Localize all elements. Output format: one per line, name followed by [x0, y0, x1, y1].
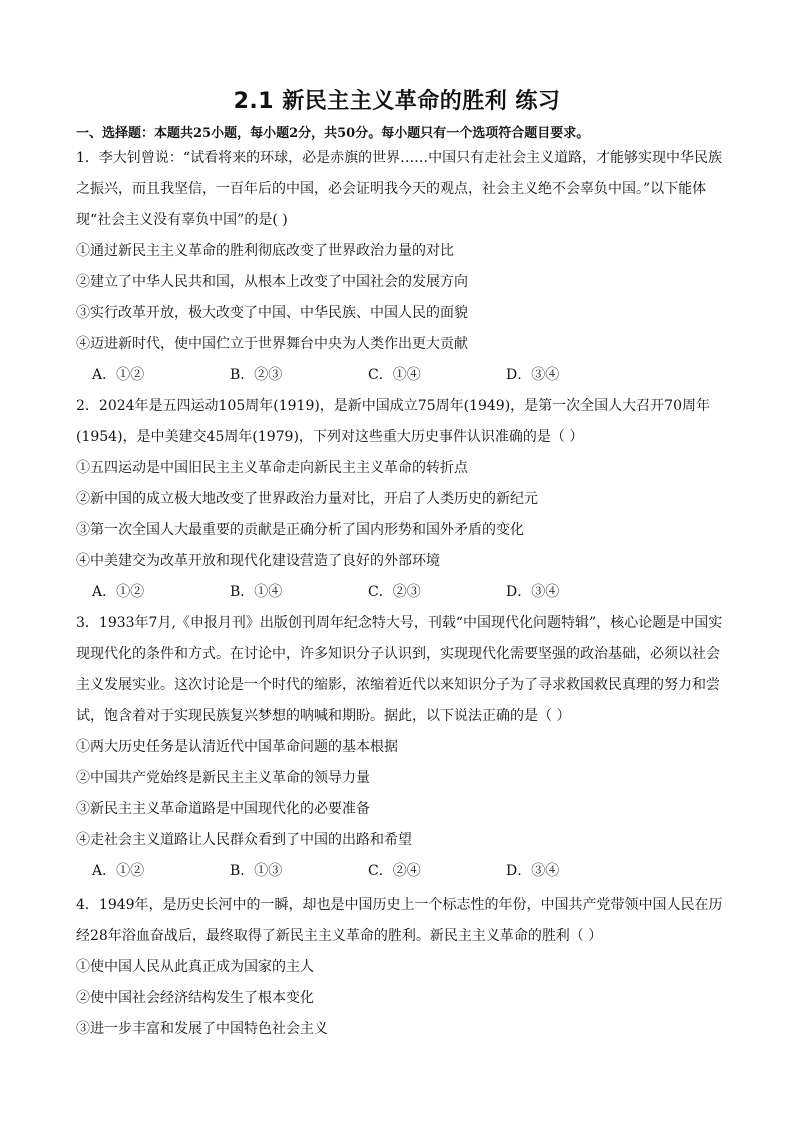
- option-c: C．②③: [368, 584, 421, 600]
- question-stem-line: 3．1933年7月,《申报月刊》出版创刊周年纪念特大号，刊载“中国现代化问题特辑”，核心论题是中国实: [76, 615, 723, 631]
- answer-options: [76, 856, 716, 887]
- answer-options: [76, 360, 716, 391]
- question-stem-line: (1954)，是中美建交45周年(1979)，下列对这些重大历史事件认识准确的是（ ）: [76, 429, 584, 445]
- question-stem-line: 主义发展实业。这次讨论是一个时代的缩影，浓缩着近代以来知识分子为了寻求救国救民真理的努力和尝: [76, 677, 720, 693]
- statement-item: ②使中国社会经济结构发生了根本变化: [76, 990, 314, 1006]
- statement-item: ②新中国的成立极大地改变了世界政治力量对比，开启了人类历史的新纪元: [76, 491, 538, 507]
- statement-item: ③进一步丰富和发展了中国特色社会主义: [76, 1021, 328, 1037]
- question-4: [76, 890, 723, 1045]
- question-stem-line: 2．2024年是五四运动105周年(1919)，是新中国成立75周年(1949)，是第一次全国人大召开70周年: [76, 398, 710, 414]
- question-stem-line: 之振兴，而且我坚信，一百年后的中国，必会证明我今天的观点，社会主义绝不会辜负中国。”以下能体: [76, 181, 707, 197]
- option-a: A．①②: [92, 584, 145, 600]
- page-title: 2.1 新民主主义革命的胜利 练习: [233, 89, 561, 114]
- option-d: D．③④: [506, 863, 560, 879]
- question-stem-line: 经28年浴血奋战后，最终取得了新民主主义革命的胜利。新民主主义革命的胜利（ ）: [76, 928, 603, 944]
- option-c: C．①④: [368, 367, 421, 383]
- statement-item: ④走社会主义道路让人民群众看到了中国的出路和希望: [76, 832, 412, 848]
- question-3: [76, 608, 723, 887]
- statement-item: ①两大历史任务是认清近代中国革命问题的基本根据: [76, 739, 398, 755]
- statement-item: ①通过新民主主义革命的胜利彻底改变了世界政治力量的对比: [76, 243, 454, 259]
- statement-item: ①五四运动是中国旧民主主义革命走向新民主主义革命的转折点: [76, 460, 468, 476]
- statement-item: ②中国共产党始终是新民主主义革命的领导力量: [76, 770, 370, 786]
- option-b: B．①③: [230, 863, 283, 879]
- section-header: 一、选择题：本题共25小题，每小题2分，共50分。每小题只有一个选项符合题目要求。: [76, 126, 590, 141]
- option-b: B．②③: [230, 367, 283, 383]
- statement-item: ③实行改革开放，极大改变了中国、中华民族、中国人民的面貌: [76, 305, 468, 321]
- statement-item: ①使中国人民从此真正成为国家的主人: [76, 959, 314, 975]
- question-stem-line: 4．1949年，是历史长河中的一瞬，却也是中国历史上一个标志性的年份，中国共产党带领中国人民在历: [76, 897, 723, 913]
- statement-item: ④中美建交为改革开放和现代化建设营造了良好的外部环境: [76, 553, 440, 569]
- option-d: D．③④: [506, 367, 560, 383]
- statement-item: ③新民主主义革命道路是中国现代化的必要准备: [76, 801, 370, 817]
- question-stem-line: 试，饱含着对于实现民族复兴梦想的呐喊和期盼。据此，以下说法正确的是（ ）: [76, 708, 571, 724]
- answer-options: [76, 577, 716, 608]
- statement-item: ④迈进新时代，使中国伫立于世界舞台中央为人类作出更大贡献: [76, 336, 468, 352]
- option-d: D．③④: [506, 584, 560, 600]
- statement-item: ②建立了中华人民共和国，从根本上改变了中国社会的发展方向: [76, 274, 468, 290]
- question-2: [76, 391, 716, 608]
- question-stem-line: 现“社会主义没有辜负中国”的是( ): [76, 212, 288, 228]
- question-stem-line: 1．李大钊曾说：“试看将来的环球，必是赤旗的世界……中国只有走社会主义道路，才能够实现中华民族: [76, 150, 723, 166]
- statement-item: ③第一次全国人大最重要的贡献是正确分析了国内形势和国外矛盾的变化: [76, 522, 524, 538]
- option-a: A．①②: [92, 863, 145, 879]
- option-b: B．①④: [230, 584, 283, 600]
- question-stem-line: 现现代化的条件和方式。在讨论中，许多知识分子认识到，实现现代化需要坚强的政治基础，必须以社会: [76, 646, 720, 662]
- question-1: [76, 143, 723, 391]
- option-a: A．①②: [92, 367, 145, 383]
- option-c: C．②④: [368, 863, 421, 879]
